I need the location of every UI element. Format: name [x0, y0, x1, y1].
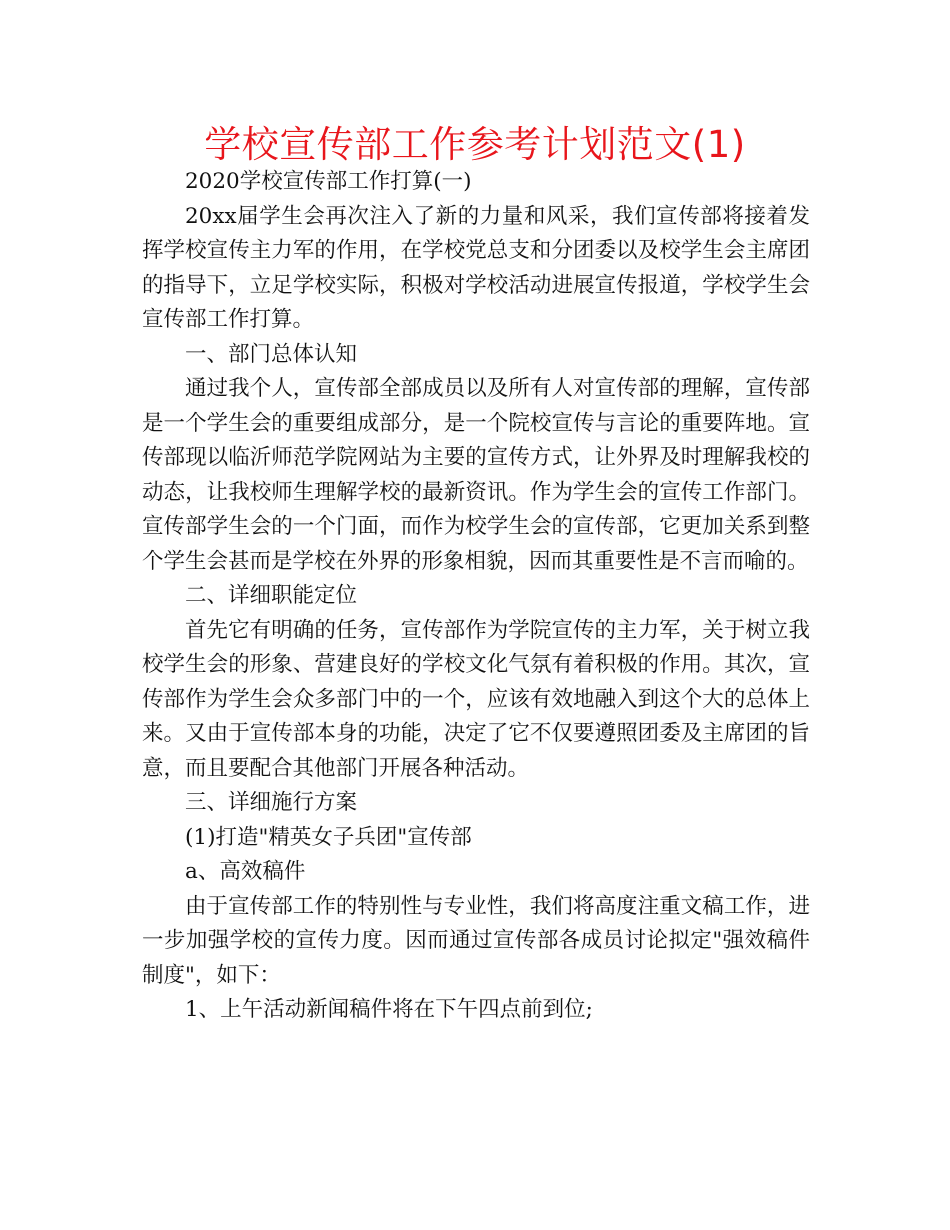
paragraph-subsection-a: 由于宣传部工作的特别性与专业性，我们将高度注重文稿工作，进一步加强学校的宣传力度。因而通过宣传部各成员讨论拟定"强效稿件制度"，如下： — [142, 893, 810, 988]
paragraph-plan-heading: 2020学校宣传部工作打算(一) — [185, 169, 472, 194]
document-body — [142, 165, 810, 1028]
subsection-heading-1: (1)打造"精英女子兵团"宣传部 — [185, 824, 472, 850]
section-heading-1: 一、部门总体认知 — [185, 341, 358, 367]
list-item-1: 1、上午活动新闻稿件将在下午四点前到位; — [185, 997, 593, 1022]
paragraph-section-1: 通过我个人，宣传部全部成员以及所有人对宣传部的理解，宣传部是一个学生会的重要组成部分，是一个院校宣传与言论的重要阵地。宣传部现以临沂师范学院网站为主要的宣传方式，让外界及时理解我校的动态，让我校师生理解学校的最新资讯。作为学生会的宣传工作部门。宣传部学生会的一个门面，而作为校学生会的宣传部，它更加关系到整个学生会甚而是学校在外界的形象相貌，因而其重要性是不言而喻的。 — [142, 376, 810, 574]
section-heading-2: 二、详细职能定位 — [185, 583, 358, 608]
subsection-item-a: a、高效稿件 — [185, 859, 306, 884]
paragraph-section-2: 首先它有明确的任务，宣传部作为学院宣传的主力军，关于树立我校学生会的形象、营建良好的学校文化气氛有着积极的作用。其次，宣传部作为学生会众多部门中的一个，应该有效地融入到这个大的总体上来。又由于宣传部本身的功能，决定了它不仅要遵照团委及主席团的旨意，而且要配合其他部门开展各种活动。 — [142, 617, 810, 781]
section-heading-3: 三、详细施行方案 — [185, 790, 358, 815]
document-title: 学校宣传部工作参考计划范文(1) — [204, 123, 746, 166]
paragraph-intro: 20xx届学生会再次注入了新的力量和风采，我们宣传部将接着发挥学校宣传主力军的作用，在学校党总支和分团委以及校学生会主席团的指导下，立足学校实际，积极对学校活动进展宣传报道，学校学生会宣传部工作打算。 — [142, 203, 810, 332]
